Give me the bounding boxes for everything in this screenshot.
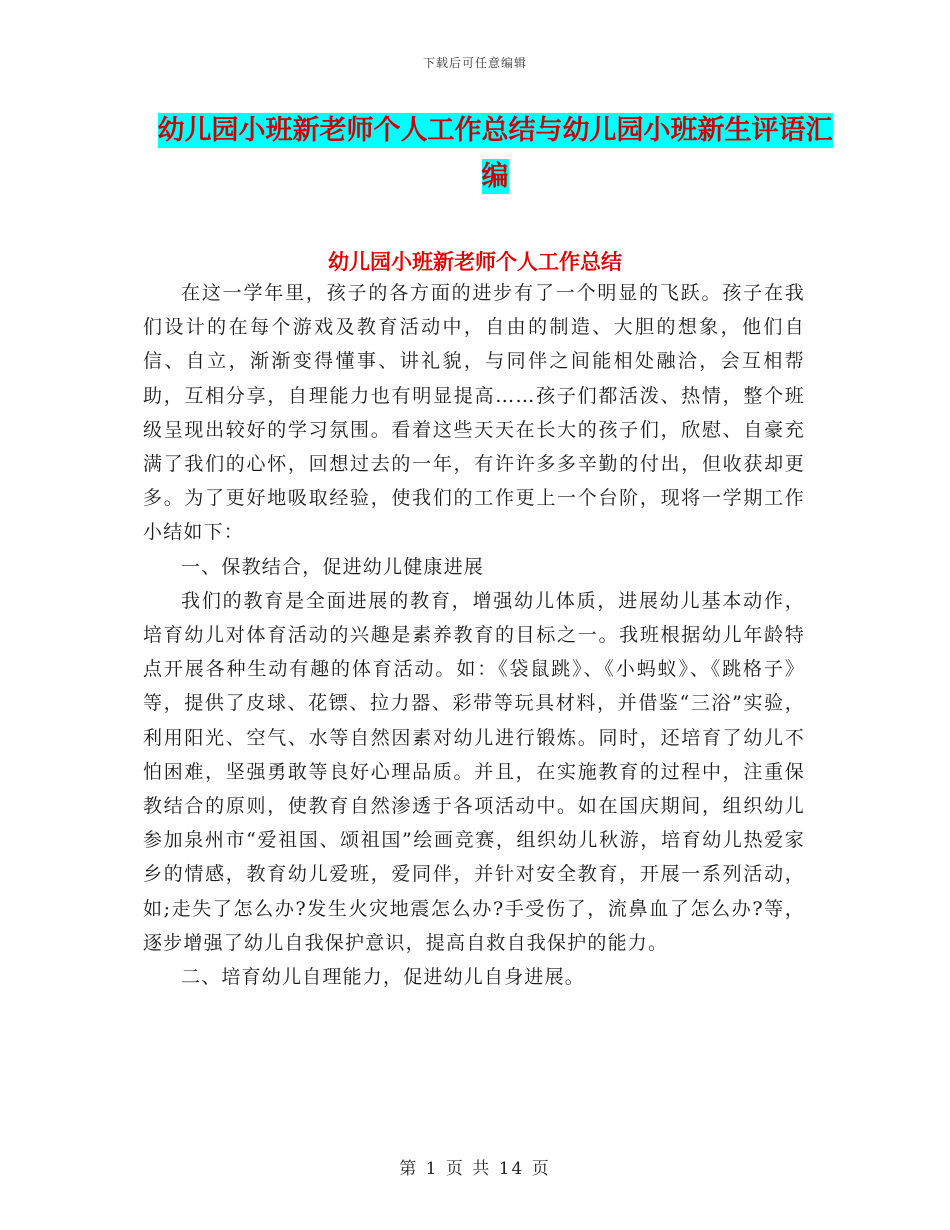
page-footer: 第 1 页 共 14 页 bbox=[399, 1159, 551, 1179]
paragraph-heading-1: 一、保教结合，促进幼儿健康进展 bbox=[181, 555, 485, 578]
body-text bbox=[143, 276, 805, 994]
section-title: 幼儿园小班新老师个人工作总结 bbox=[328, 250, 622, 274]
document-title bbox=[150, 108, 840, 200]
paragraph-intro: 在这一学年里，孩子的各方面的进步有了一个明显的飞跃。孩子在我们设计的在每个游戏及教育活动中，自由的制造、大胆的想象，他们自信、自立，渐渐变得懂事、讲礼貌，与同伴之间能相处融洽，会互相帮助，互相分享，自理能力也有明显提高……孩子们都活泼、热情，整个班级呈现出较好的学习氛围。看着这些天天在长大的孩子们，欣慰、自豪充满了我们的心怀，回想过去的一年，有许许多多辛勤的付出，但收获却更多。为了更好地吸取经验，使我们的工作更上一个台阶，现将一学期工作小结如下： bbox=[143, 282, 805, 544]
document-title-text: 幼儿园小班新老师个人工作总结与幼儿园小班新生评语汇编 bbox=[157, 115, 833, 192]
paragraph-heading-2: 二、培育幼儿自理能力，促进幼儿自身进展。 bbox=[181, 966, 586, 989]
header-note: 下载后可任意编辑 bbox=[422, 56, 527, 70]
paragraph-health: 我们的教育是全面进展的教育，增强幼儿体质，进展幼儿基本动作，培育幼儿对体育活动的兴趣是素养教育的目标之一。我班根据幼儿年龄特点开展各种生动有趣的体育活动。如：《袋鼠跳》、《小蚂蚁》、《跳格子》等，提供了皮球、花镖、拉力器、彩带等玩具材料，并借鉴“三浴”实验，利用阳光、空气、水等自然因素对幼儿进行锻炼。同时，还培育了幼儿不怕困难，坚强勇敢等良好心理品质。并且，在实施教育的过程中，注重保教结合的原则，使教育自然渗透于各项活动中。如在国庆期间，组织幼儿参加泉州市“爱祖国、颂祖国”绘画竞赛，组织幼儿秋游，培育幼儿热爱家乡的情感，教育幼儿爱班，爱同伴，并针对安全教育，开展一系列活动，如;走失了怎么办?发生火灾地震怎么办?手受伤了，流鼻血了怎么办?等，逐步增强了幼儿自我保护意识，提高自救自我保护的能力。 bbox=[143, 589, 805, 954]
